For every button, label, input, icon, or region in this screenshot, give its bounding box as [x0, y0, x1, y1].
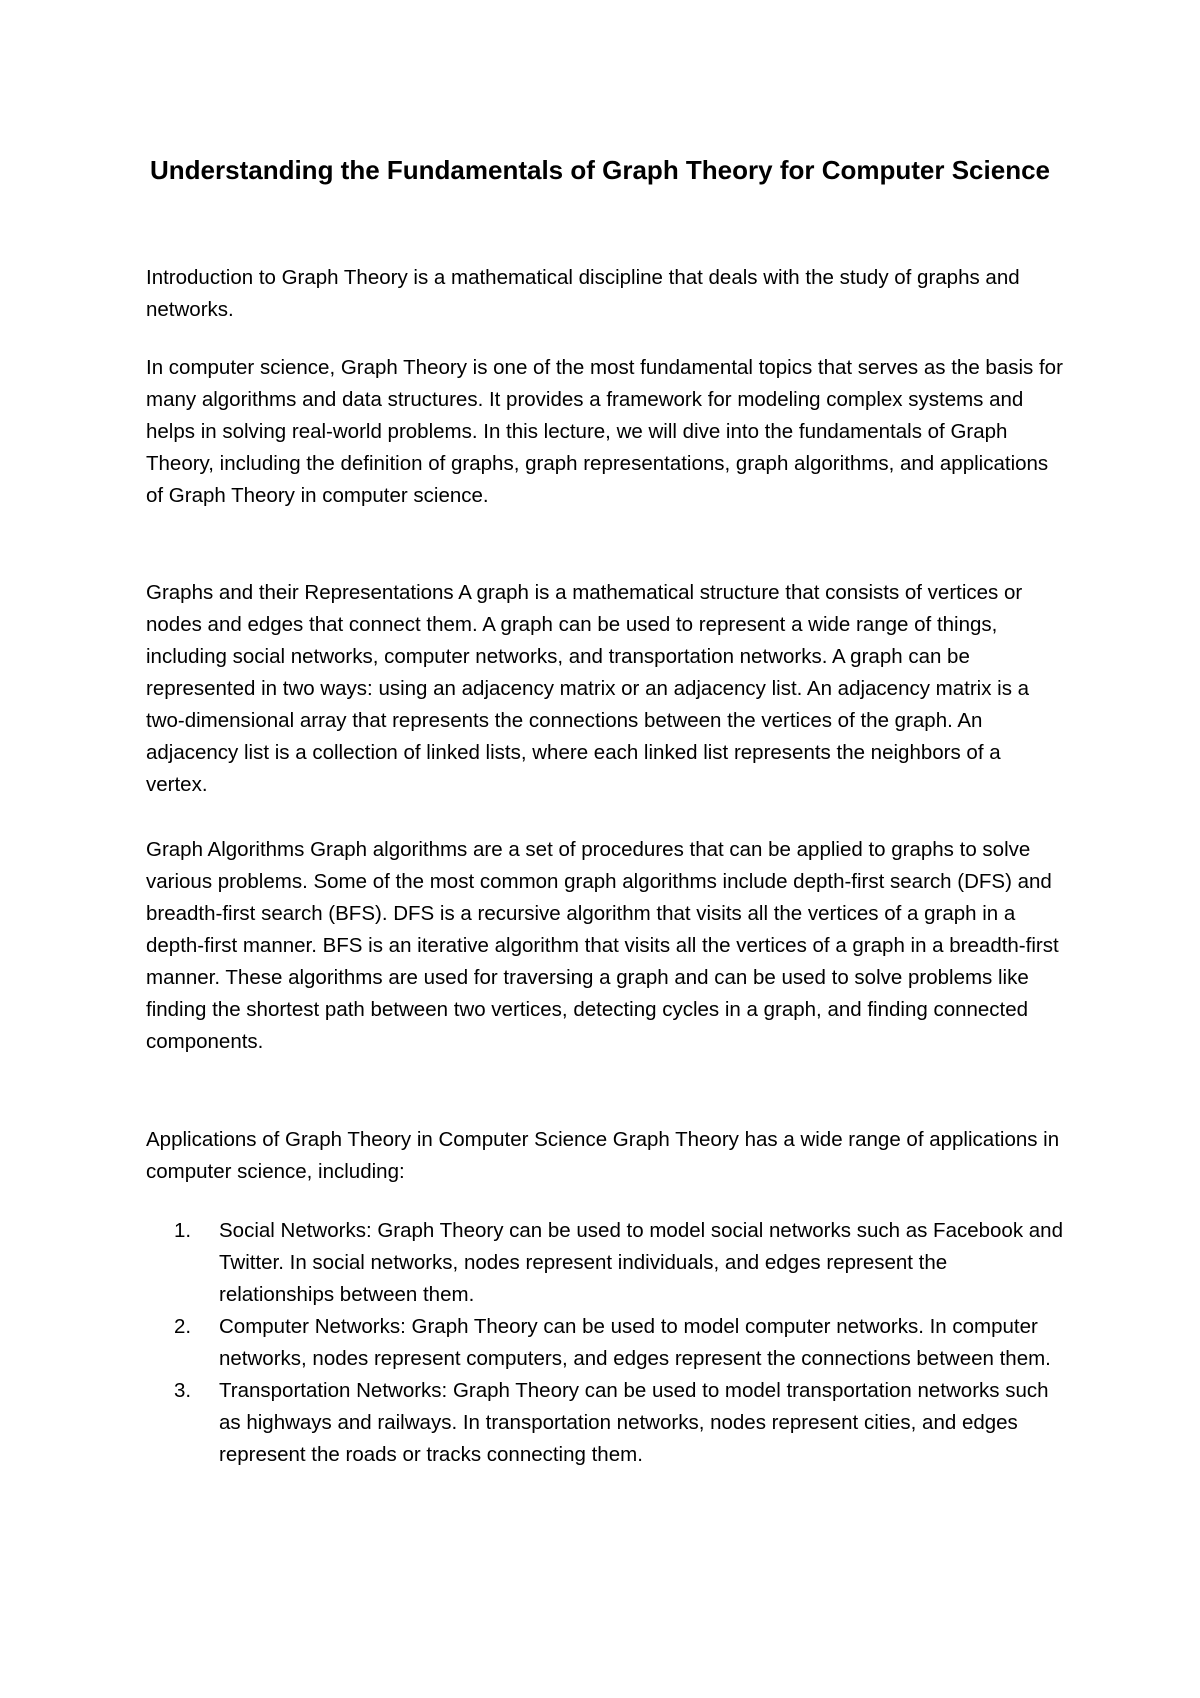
paragraph-graph-algorithms: Graph Algorithms Graph algorithms are a set of procedures that can be applied to graphs to solve various problems. Some of the most common graph algorithms include depth-first search (DFS) and breadth-first search (BFS). DFS is a recursive algorithm that visits all the vertices of a graph in a depth-first manner. BFS is an iterative algorithm that visits all the vertices of a graph in a breadth-first manner. These algorithms are used for traversing a graph and can be used to solve problems like finding the shortest path between two vertices, detecting cycles in a graph, and finding connected components.: [146, 838, 1059, 1053]
paragraph-introduction: Introduction to Graph Theory is a mathematical discipline that deals with the study of graphs and networks.: [146, 266, 1020, 321]
paragraph-computer-science: In computer science, Graph Theory is one of the most fundamental topics that serves as the basis for many algorithms and data structures. It provides a framework for modeling complex systems and helps in solving real-world problems. In this lecture, we will dive into the fundamentals of Graph Theory, including the definition of graphs, graph representations, graph algorithms, and applications of Graph Theory in computer science.: [146, 356, 1063, 507]
list-item-text: Transportation Networks: Graph Theory can be used to model transportation networks such as highways and railways. In transportation networks, nodes represent cities, and edges represent the roads or tracks connecting them.: [219, 1379, 1049, 1466]
list-item: [146, 1375, 1066, 1471]
paragraph-applications: Applications of Graph Theory in Computer Science Graph Theory has a wide range of applications in computer science, including:: [146, 1128, 1060, 1183]
list-item-text: Computer Networks: Graph Theory can be used to model computer networks. In computer networks, nodes represent computers, and edges represent the connections between them.: [219, 1315, 1051, 1370]
list-item: [146, 1311, 1066, 1375]
document-title: Understanding the Fundamentals of Graph Theory for Computer Science: [150, 155, 1050, 185]
applications-list: [146, 1215, 1066, 1471]
list-item-text: Social Networks: Graph Theory can be used to model social networks such as Facebook and Twitter. In social networks, nodes represent individuals, and edges represent the relationships between them.: [219, 1219, 1063, 1306]
list-item-number: 3.: [174, 1379, 192, 1402]
list-item-number: 1.: [174, 1219, 192, 1242]
list-item: [146, 1215, 1066, 1311]
list-item-number: 2.: [174, 1315, 192, 1338]
paragraph-graph-representations: Graphs and their Representations A graph is a mathematical structure that consists of vertices or nodes and edges that connect them. A graph can be used to represent a wide range of things, including social networks, computer networks, and transportation networks. A graph can be represented in two ways: using an adjacency matrix or an adjacency list. An adjacency matrix is a two-dimensional array that represents the connections between the vertices of the graph. An adjacency list is a collection of linked lists, where each linked list represents the neighbors of a vertex.: [146, 581, 1030, 796]
